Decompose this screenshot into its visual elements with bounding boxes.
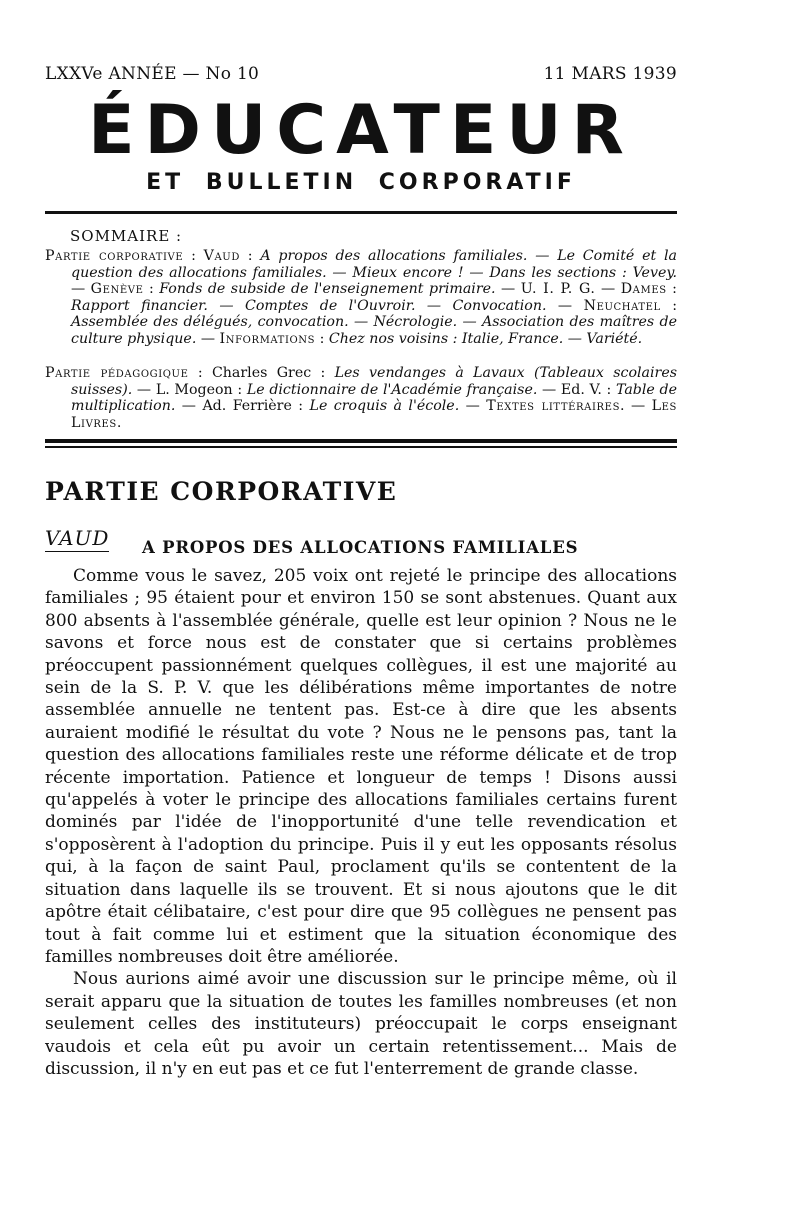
toc-sep: : (315, 330, 329, 347)
masthead-subtitle: ET BULLETIN CORPORATIF (146, 170, 576, 195)
toc-canton: U. I. P. G. (520, 281, 596, 298)
article-paragraph: Comme vous le savez, 205 voix ont rejeté le principe des allocations familiales ; 95 étaient pour et environ 150 se sont abstenues. Quant aux 800 absents à l'assemblée générale, quelle est leur opinion ? Nous ne le savons et force nous est de constater que si certains problèmes préoccupent passionnément quelques collègues, il est une majorité au sein de la S. P. V. que les délibérations même importantes de notre assemblée annuelle ne tentent pas. Est-ce à dire que les absents auraient modifié le résultat du vote ? Nous ne le pensons pas, tant la question des allocations familiales reste une réforme délicate et de trop récente importation. Patience et longueur de temps ! Disons aussi qu'appelés à voter le principe des allocations familiales certains furent dominés par l'idée de l'inopportunité d'une telle revendication et s'opposèrent à l'adoption du principe. Puis il y eut les opposants résolus qui, à la façon de saint Paul, proclament qu'ils se contentent de la situation dans laquelle ils se trouvent. Et si nous ajoutons que le dit apôtre était célibataire, c'est pour dire que 95 collègues ne pensent pas tout à fait comme lui et estiment que la situation économique des familles nombreuses doit être améliorée. (45, 566, 677, 967)
top-divider (45, 211, 677, 214)
toc-entry: Chez nos voisins : Italie, France. — Variété. (328, 330, 643, 347)
bottom-divider-thin (45, 446, 677, 448)
article-paragraph: Nous aurions aimé avoir une discussion sur le principe même, où il serait apparu que la situation de toutes les familles nombreuses (et non seulement celles des instituteurs) préoccupait le corps enseignant vaudois et cela eût pu avoir un certain retentissement... Mais de discussion, il n'y en eut pas et ce fut l'enterrement de grande classe. (45, 969, 677, 1079)
toc-tail: Textes littéraires (486, 398, 621, 415)
toc-canton: Dames (620, 281, 667, 298)
toc-part-name: Partie corporative (45, 248, 184, 264)
toc-part-name: Partie pédagogique (45, 365, 189, 381)
toc-canton: Vaud (203, 248, 240, 264)
toc-partie-corporative: Partie corporative : Vaud : A propos des allocations familiales. — Le Comité et la question des allocations familiales. — Mieux encore ! — Dans les sections : Vevey. — Genève : Fonds de subside de l'enseignement primaire. — U. I. P. G. — Dames : Rapport financier. — Comptes de l'Ouvroir. — Convocation. — Neuchatel : Assemblée des délégués, convocation. — Nécrologie. — Association des maîtres de culture physique. — Informations : Chez nos voisins : Italie, France. — Variété. (45, 248, 677, 347)
masthead-title: ÉDUCATEUR (88, 91, 634, 170)
toc-sep: : (239, 248, 261, 264)
toc-canton: Neuchatel (583, 297, 661, 314)
issue-number: LXXVe ANNÉE — No 10 (45, 64, 260, 84)
issue-header (45, 64, 677, 84)
toc-sep: : (143, 281, 160, 298)
toc-canton: Informations (219, 330, 316, 347)
toc-entry: Les vendanges à Lavaux (Tableaux scolaires suisses). (71, 365, 677, 398)
toc-entry: Assemblée des délégués, convocation. — Nécrologie. — Association des maîtres de culture physique. (71, 314, 677, 347)
toc-sep: : (666, 281, 677, 298)
toc-entry: Le dictionnaire de l'Académie française. (246, 381, 538, 398)
toc-author: Charles Grec (211, 365, 312, 381)
toc-entry: Rapport financier. — Comptes de l'Ouvroir. — Convocation. (71, 297, 547, 314)
toc-entry: A propos des allocations familiales. — Le Comité et la question des allocations familiales. — Mieux encore ! — Dans les sections : Vevey. (71, 248, 677, 281)
sommaire-label: SOMMAIRE : (70, 227, 183, 245)
toc-tail: Les Livres (71, 398, 677, 431)
canton-heading: VAUD (45, 526, 110, 550)
toc-sep: : (660, 297, 677, 314)
toc-entry: Le croquis à l'école. (309, 398, 460, 415)
bottom-divider-thick (45, 439, 677, 443)
toc-partie-pedagogique: Partie pédagogique : Charles Grec : Les vendanges à Lavaux (Tableaux scolaires suisses). — L. Mogeon : Le dictionnaire de l'Académie française. — Ed. V. : Table de multiplication. — Ad. Ferrière : Le croquis à l'école. — Textes littéraires. — Les Livres. (45, 365, 677, 431)
toc-canton: Genève (90, 281, 144, 298)
article-title: A PROPOS DES ALLOCATIONS FAMILIALES (142, 538, 579, 557)
section-title: PARTIE CORPORATIVE (45, 477, 398, 506)
issue-date: 11 MARS 1939 (543, 64, 677, 84)
toc-entry: Table de multiplication. (71, 381, 677, 415)
toc-entry: Fonds de subside de l'enseignement primaire. (159, 281, 496, 298)
article-body (45, 565, 677, 1080)
toc-author: Ad. Ferrière (202, 398, 292, 415)
toc-author: Ed. V. (560, 381, 602, 398)
toc-author: L. Mogeon (155, 381, 233, 398)
